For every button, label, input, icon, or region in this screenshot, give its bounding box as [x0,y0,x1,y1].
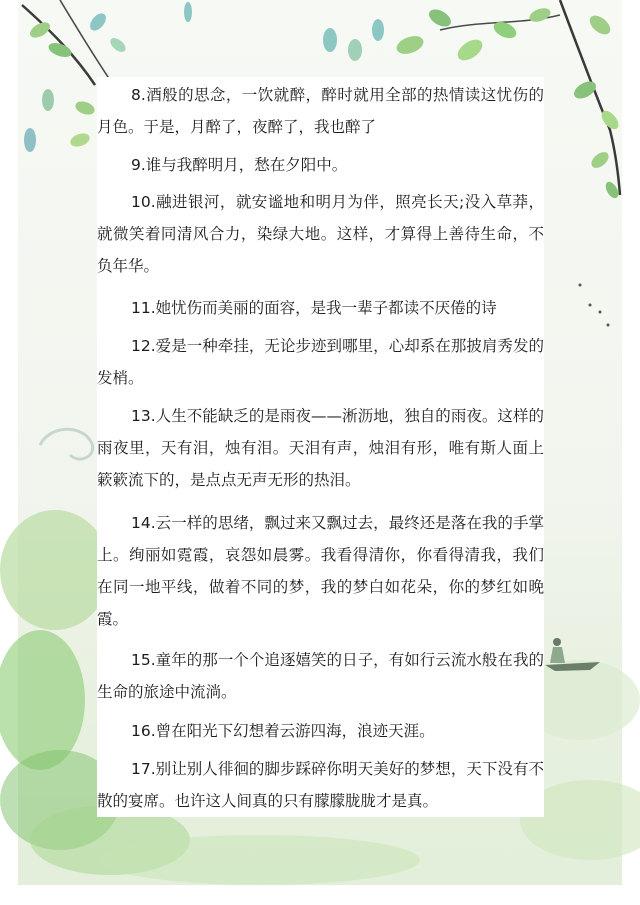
foliage [100,835,420,885]
boatman-body [550,647,565,663]
boatman [553,638,561,646]
cloud-swirl [40,429,93,459]
leaf [323,28,337,52]
leaf [426,6,454,30]
leaf [588,149,611,171]
leaf [42,89,54,111]
paragraph-11: 11.她忧伤而美丽的面容，是我一辈子都读不厌倦的诗 [131,299,497,317]
paragraph-12: 12.爱是一种牵挂，无论步迹到哪里，心却系在那披肩秀发的发梢。 [97,337,544,387]
leaf [108,35,128,54]
leaf [74,99,97,117]
paragraph-13: 13.人生不能缺乏的是雨夜——淅沥地，独自的雨夜。这样的雨夜里，天有泪，烛有泪。天泪有声，烛泪有形，唯有斯人面上簌簌流下的，是点点无声无形的热泪。 [97,407,544,489]
paragraph-14: 14.云一样的思绪，飘过来又飘过去，最终还是落在我的手掌上。绚丽如霓霞，哀怨如晨雾。我看得清你，你看得清我，我们在同一地平线，做着不同的梦，我的梦白如花朵，你的梦红如晚霞。 [97,514,544,628]
leaf [586,12,613,38]
bird [589,304,592,307]
leaf [372,19,384,41]
paragraph-17: 17.别让别人徘徊的脚步踩碎你明天美好的梦想，天下没有不散的宴席。也许这人间真的只有朦朦胧胧才是真。 [97,760,544,810]
leaf [394,33,426,58]
leaf [348,39,362,61]
branch-top-right [560,0,620,195]
bird [607,324,610,327]
paragraph-15: 15.童年的那一个个追逐嬉笑的日子，有如行云流水般在我的生命的旅途中流淌。 [97,651,544,701]
leaf [184,2,192,22]
leaf [454,35,486,64]
paragraph-10: 10.融进银河，就安谧地和明月为伴，照亮长天;没入草莽，就微笑着同清风合力，染绿大地。这样，才算得上善待生命，不负年华。 [97,193,544,275]
text-panel [97,77,544,817]
leaf [571,78,599,102]
foliage [0,630,85,770]
leaf [69,131,92,149]
leaf [528,6,553,25]
paragraph-8: 8.酒般的思念，一饮就醉，醉时就用全部的热情读这忧伤的月色。于是，月醉了，夜醉了，我也醉了 [97,86,544,136]
paragraph-9: 9.谁与我醉明月，愁在夕阳中。 [131,156,348,174]
bird [579,284,582,287]
foliage [0,510,110,630]
leaf [87,10,109,33]
bird [599,311,602,314]
paragraph-16: 16.曾在阳光下幻想着云游四海，浪迹天涯。 [131,722,435,740]
leaf [24,128,36,152]
branch-top-left-2 [60,0,110,80]
